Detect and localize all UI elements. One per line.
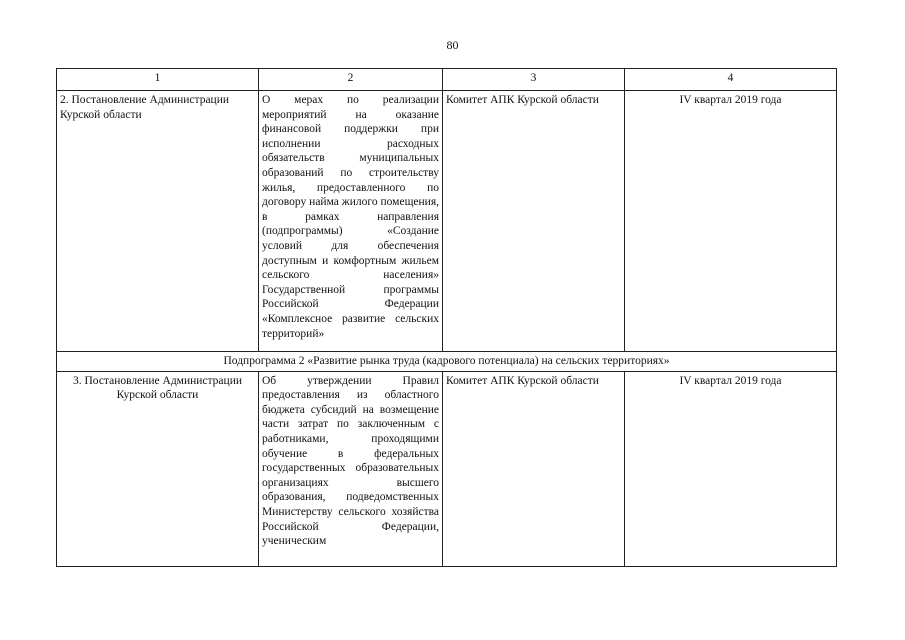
document-type-cell: 2. Постановление Администрации Курской области — [57, 91, 259, 352]
document-title-cell: О мерах по реализации мероприятий на оказание финансовой поддержки при исполнении расходных обязательств муниципальных образований по строительству жилья, предоставленного по договору найма жилого помещения, в рамках направления (подпрограммы) «Создание условий для обеспечения доступным и комфортным жильем сельского населения» Государственной программы Российской Федерации «Комплексное развитие сельских территорий» — [259, 91, 443, 352]
plan-table — [56, 68, 837, 567]
subprogram-title: Подпрограмма 2 «Развитие рынка труда (кадрового потенциала) на сельских территориях» — [57, 352, 837, 372]
table-row — [57, 371, 837, 566]
column-header: 4 — [625, 69, 837, 91]
responsible-cell: Комитет АПК Курской области — [443, 91, 625, 352]
deadline-cell: IV квартал 2019 года — [625, 371, 837, 566]
document-title-cell: Об утверждении Правил предоставления из областного бюджета субсидий на возмещение части затрат по заключенным с работниками, проходящими обучение в федеральных государственных образовательных организациях высшего образования, подведомственных Министерству сельского хозяйства Российской Федерации, ученическим — [259, 371, 443, 566]
page-number: 80 — [446, 38, 459, 52]
column-header: 3 — [443, 69, 625, 91]
column-header: 2 — [259, 69, 443, 91]
table-row — [57, 91, 837, 352]
responsible-cell: Комитет АПК Курской области — [443, 371, 625, 566]
table-header-row — [57, 69, 837, 91]
document-type-cell: 3. Постановление Администрации Курской области — [57, 371, 259, 566]
deadline-cell: IV квартал 2019 года — [625, 91, 837, 352]
column-header: 1 — [57, 69, 259, 91]
subprogram-row — [57, 352, 837, 372]
